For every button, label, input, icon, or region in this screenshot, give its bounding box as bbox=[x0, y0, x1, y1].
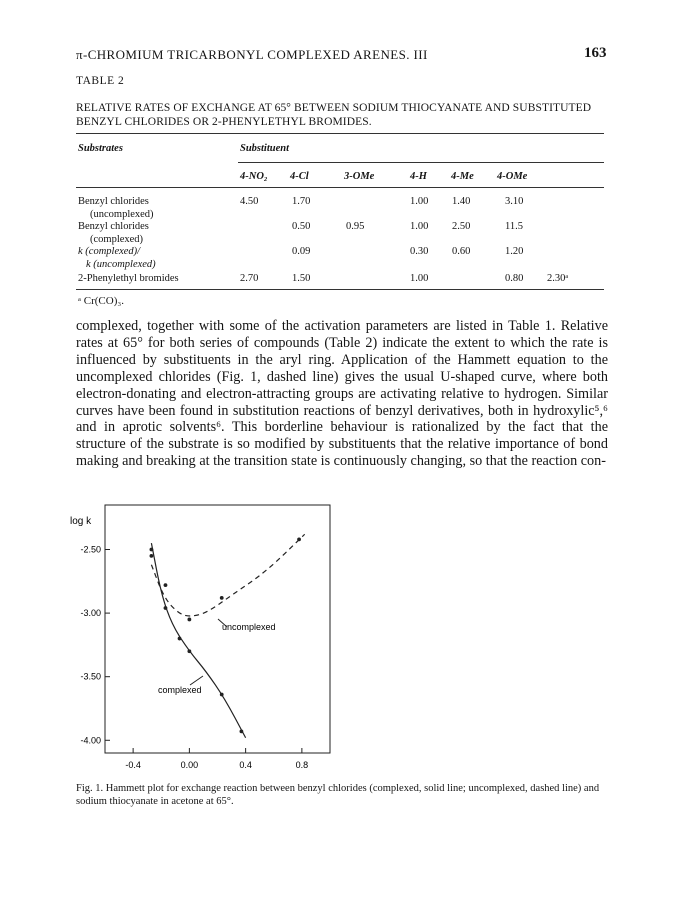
table-cell: 2.70 bbox=[240, 273, 259, 284]
table-cell: 11.5 bbox=[505, 221, 523, 232]
figure-caption: Fig. 1. Hammett plot for exchange reaction between benzyl chlorides (complexed, solid line; uncomplexed, dashed line) and sodium thiocyanate in acetone at 65°. bbox=[76, 783, 600, 807]
substituent-4-h: 4-H bbox=[410, 171, 427, 182]
table-cell: 1.50 bbox=[292, 273, 311, 284]
x-axis-ticks bbox=[125, 748, 308, 770]
y-axis-label: log k bbox=[70, 516, 92, 527]
label-complexed: complexed bbox=[158, 685, 202, 695]
curves bbox=[151, 534, 304, 737]
point-complexed bbox=[178, 637, 182, 641]
table-row-label: Benzyl chlorides (complexed) bbox=[78, 221, 149, 245]
page-number: 163 bbox=[584, 45, 607, 61]
table-cell: 0.95 bbox=[346, 221, 365, 232]
table-rule-sub bbox=[238, 162, 604, 163]
point-uncomplexed bbox=[164, 583, 168, 587]
curve-complexed bbox=[151, 543, 245, 738]
table-cell: 1.00 bbox=[410, 196, 429, 207]
table-rule-bottom bbox=[76, 289, 604, 290]
y-tick-label: -2.50 bbox=[80, 544, 101, 555]
y-axis-ticks bbox=[80, 545, 110, 746]
table-cell: 3.10 bbox=[505, 196, 524, 207]
table-rule-top bbox=[76, 133, 604, 134]
point-complexed bbox=[240, 729, 244, 733]
point-complexed bbox=[187, 649, 191, 653]
x-tick-label: 0.4 bbox=[239, 760, 252, 770]
table-row-label: k (complexed)/ k (uncomplexed) bbox=[78, 246, 156, 270]
table-cell: 0.80 bbox=[505, 273, 524, 284]
annotation-arrow-complexed bbox=[190, 676, 203, 685]
table-cell: 1.00 bbox=[410, 273, 429, 284]
y-tick-label: -3.00 bbox=[80, 608, 101, 619]
point-uncomplexed bbox=[150, 554, 154, 558]
substituent-4-me: 4-Me bbox=[451, 171, 474, 182]
point-complexed bbox=[164, 606, 168, 610]
table-cell: 0.60 bbox=[452, 246, 471, 257]
table-label: TABLE 2 bbox=[76, 75, 125, 87]
data-points bbox=[150, 537, 301, 733]
point-uncomplexed bbox=[187, 618, 191, 622]
table-cell: 4.50 bbox=[240, 196, 259, 207]
table-cell: 1.20 bbox=[505, 246, 524, 257]
table-cell: 0.09 bbox=[292, 246, 311, 257]
y-tick-label: -4.00 bbox=[80, 735, 101, 746]
table-cell: 2.30ᵃ bbox=[547, 273, 569, 284]
table-cell: 0.30 bbox=[410, 246, 429, 257]
col-substrates-header: Substrates bbox=[78, 143, 123, 154]
x-tick-label: -0.4 bbox=[125, 760, 141, 770]
point-uncomplexed bbox=[297, 537, 301, 541]
point-complexed bbox=[150, 548, 154, 552]
point-complexed bbox=[220, 693, 224, 697]
table-rule-head bbox=[76, 187, 604, 188]
col-substituent-header: Substituent bbox=[240, 143, 290, 154]
label-uncomplexed: uncomplexed bbox=[222, 622, 276, 632]
running-title: π-CHROMIUM TRICARBONYL COMPLEXED ARENES. III bbox=[76, 47, 428, 62]
table-cell: 1.70 bbox=[292, 196, 311, 207]
table-cell: 2.50 bbox=[452, 221, 471, 232]
table-cell: 1.40 bbox=[452, 196, 471, 207]
table-row-label: 2-Phenylethyl bromides bbox=[78, 273, 179, 284]
substituent-4-cl: 4-Cl bbox=[290, 171, 309, 182]
x-tick-label: 0.8 bbox=[295, 760, 309, 770]
table-row-label: Benzyl chlorides (uncomplexed) bbox=[78, 196, 154, 220]
point-uncomplexed bbox=[220, 596, 224, 600]
table-footnote: ᵃ Cr(CO)₃. bbox=[78, 295, 124, 307]
x-tick-label: 0.00 bbox=[180, 760, 199, 770]
table-cell: 0.50 bbox=[292, 221, 311, 232]
curve-uncomplexed bbox=[151, 534, 304, 616]
body-paragraph: complexed, together with some of the activation parameters are listed in Table 1. Relative rates at 65° for both series of compounds (Table 2) indicate the extent to which the rate is influenced by substituents in the aryl ring. Application of the Hammett equation to the uncomplexed chlorides (Fig. 1, dashed line) gives the usual U-shaped curve, where both electron-donating and electron-attracting groups are activating relative to hydrogen. Similar curves have been found in substitution reactions of benzyl derivatives, both in hydroxylic⁵,⁶ and in aprotic solvents⁶. This borderline behaviour is rationalized by the fact that the structure of the substrate is so modified by substituents that the relative importance of bond making and breaking at the transition state is continuously changing, so that the reaction con- bbox=[76, 318, 608, 470]
substituent-4-ome: 4-OMe bbox=[497, 171, 528, 182]
y-tick-label: -3.50 bbox=[80, 671, 101, 682]
table-cell: 1.00 bbox=[410, 221, 429, 232]
hammett-plot bbox=[70, 495, 370, 780]
substituent-3-ome: 3-OMe bbox=[344, 171, 375, 182]
table-caption: RELATIVE RATES OF EXCHANGE AT 65° BETWEEN SODIUM THIOCYANATE AND SUBSTITUTED BENZYL CHLORIDES OR 2-PHENYLETHYL BROMIDES. bbox=[76, 102, 592, 128]
substituent-4-no2: 4-NO₂ bbox=[240, 171, 268, 182]
